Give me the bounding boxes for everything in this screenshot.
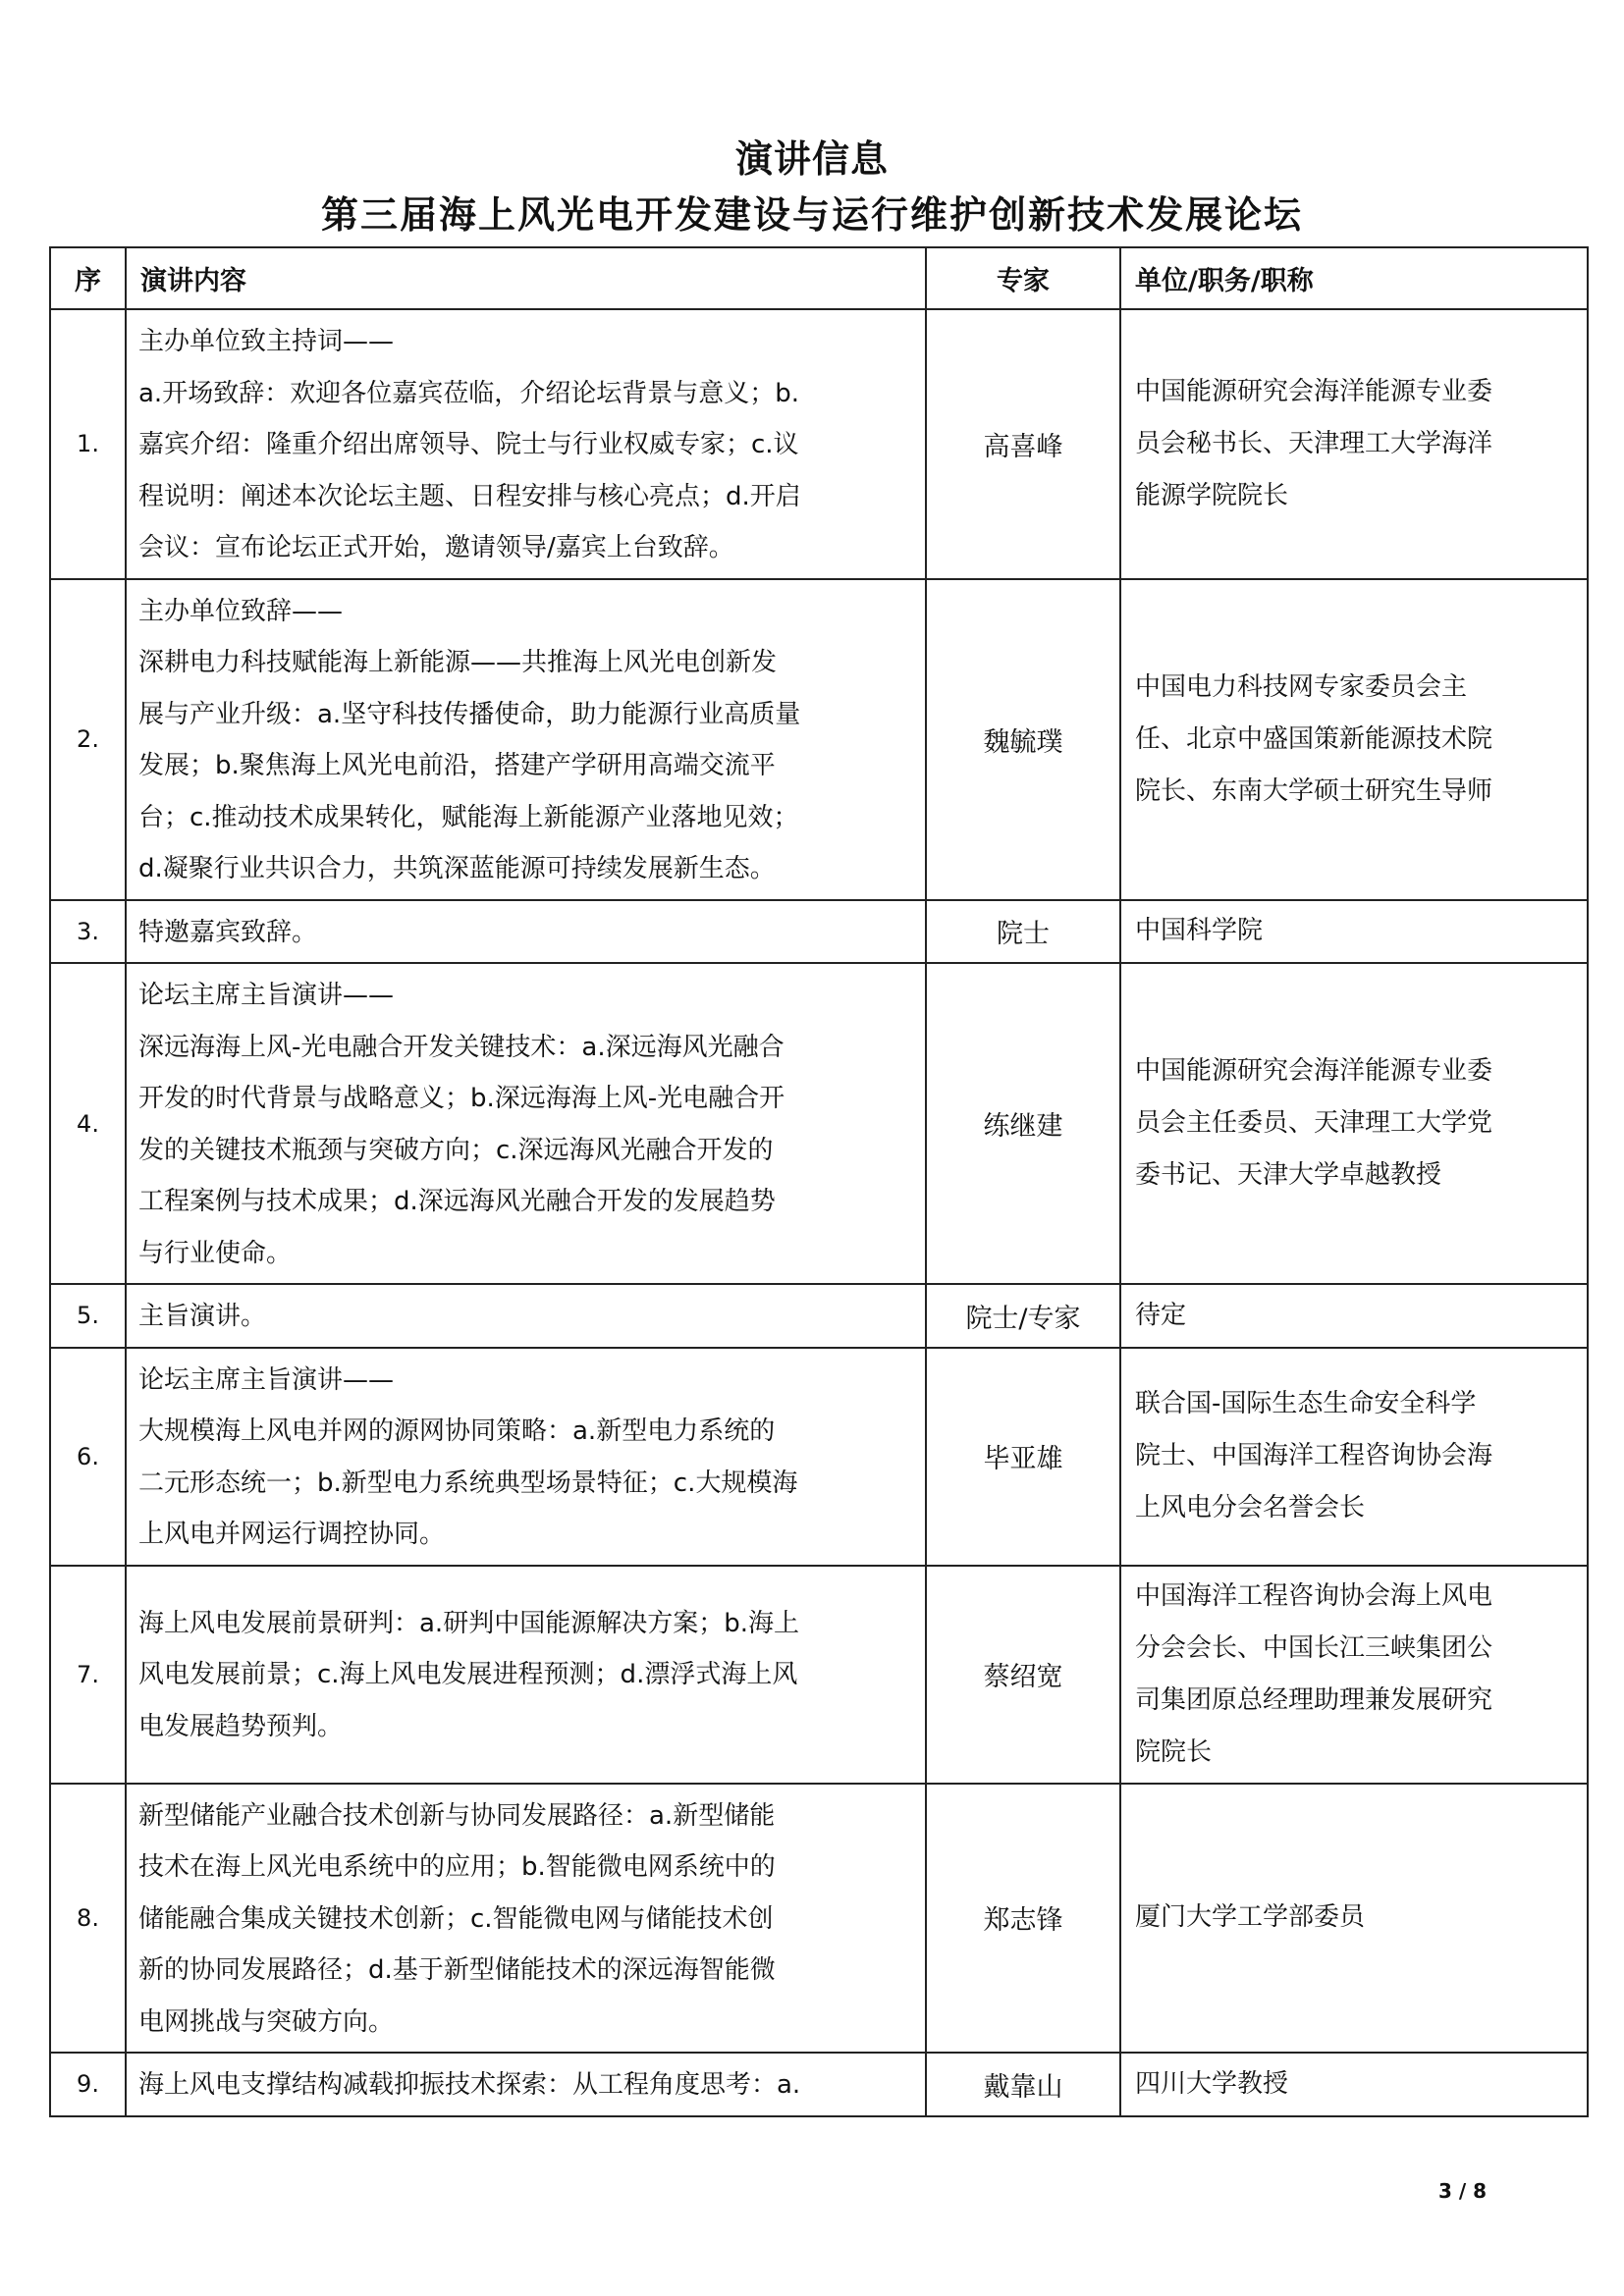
header-no: 序 (50, 247, 126, 309)
org-line: 能源学院院长 (1135, 480, 1289, 510)
org-line: 院长、东南大学硕士研究生导师 (1135, 775, 1493, 806)
table-row (50, 2053, 1588, 2116)
org-line: 厦门大学工学部委员 (1135, 1902, 1366, 1933)
content-line: 风电发展前景；c.海上风电发展进程预测；d.漂浮式海上风 (138, 1660, 798, 1690)
talk-content (126, 963, 926, 1284)
content-line: 新的协同发展路径；d.基于新型储能技术的深远海智能微 (138, 1955, 776, 1985)
header-expert: 专家 (926, 247, 1120, 309)
expert-name: 魏毓璞 (926, 579, 1120, 900)
org-line: 待定 (1135, 1300, 1187, 1330)
row-number: 7. (50, 1566, 126, 1784)
content-line: 上风电并网运行调控协同。 (138, 1520, 446, 1549)
content-line: 开发的时代背景与战略意义；b.深远海海上风-光电融合开 (138, 1084, 785, 1113)
expert-affiliation (1120, 309, 1588, 579)
content-line: 嘉宾介绍：隆重介绍出席领导、院士与行业权威专家；c.议 (138, 430, 799, 459)
content-line: 大规模海上风电并网的源网协同策略：a.新型电力系统的 (138, 1416, 776, 1446)
expert-affiliation (1120, 1784, 1588, 2054)
expert-affiliation (1120, 1566, 1588, 1784)
talk-content (126, 1566, 926, 1784)
expert-name: 郑志锋 (926, 1784, 1120, 2054)
expert-affiliation (1120, 579, 1588, 900)
expert-name: 高喜峰 (926, 309, 1120, 579)
table-row (50, 309, 1588, 579)
table-row (50, 1348, 1588, 1566)
table-row (50, 1566, 1588, 1784)
expert-affiliation (1120, 1284, 1588, 1348)
content-line: 主办单位致辞—— (138, 596, 344, 626)
org-line: 分会会长、中国长江三峡集团公 (1135, 1632, 1493, 1663)
expert-name: 院士/专家 (926, 1284, 1120, 1348)
row-number: 9. (50, 2053, 126, 2116)
content-line: 主旨演讲。 (138, 1302, 267, 1331)
header-content: 演讲内容 (126, 247, 926, 309)
org-line: 员会秘书长、天津理工大学海洋 (1135, 428, 1493, 458)
expert-affiliation (1120, 2053, 1588, 2116)
org-line: 委书记、天津大学卓越教授 (1135, 1160, 1442, 1190)
org-line: 中国能源研究会海洋能源专业委 (1135, 376, 1493, 406)
forum-title: 第三届海上风光电开发建设与运行维护创新技术发展论坛 (320, 193, 1303, 237)
expert-name: 院士 (926, 900, 1120, 964)
program-table (49, 246, 1589, 2117)
content-line: 海上风电支撑结构减载抑振技术探索：从工程角度思考：a. (138, 2070, 801, 2100)
content-line: 储能融合集成关键技术创新；c.智能微电网与储能技术创 (138, 1903, 774, 1934)
expert-name: 蔡绍宽 (926, 1566, 1120, 1784)
expert-name: 练继建 (926, 963, 1120, 1284)
org-line: 任、北京中盛国策新能源技术院 (1135, 723, 1493, 754)
talk-content (126, 2053, 926, 2116)
row-number: 1. (50, 309, 126, 579)
org-line: 中国海洋工程咨询协会海上风电 (1135, 1580, 1493, 1611)
row-number: 6. (50, 1348, 126, 1566)
content-line: 会议：宣布论坛正式开始，邀请领导/嘉宾上台致辞。 (138, 533, 734, 562)
table-row (50, 963, 1588, 1284)
content-line: 深远海海上风-光电融合开发关键技术：a.深远海风光融合 (138, 1032, 785, 1062)
expert-affiliation (1120, 1348, 1588, 1566)
org-line: 联合国-国际生态生命安全科学 (1135, 1389, 1477, 1418)
content-line: 论坛主席主旨演讲—— (138, 981, 395, 1010)
expert-name: 毕亚雄 (926, 1348, 1120, 1566)
content-line: d.凝聚行业共识合力，共筑深蓝能源可持续发展新生态。 (138, 854, 776, 883)
content-line: 与行业使命。 (138, 1238, 293, 1268)
content-line: 发展；b.聚焦海上风光电前沿，搭建产学研用高端交流平 (138, 751, 776, 780)
content-line: 深耕电力科技赋能海上新能源——共推海上风光电创新发 (138, 648, 778, 677)
talk-content (126, 579, 926, 900)
table-row (50, 1784, 1588, 2054)
content-line: 工程案例与技术成果；d.深远海风光融合开发的发展趋势 (138, 1187, 776, 1216)
org-line: 中国能源研究会海洋能源专业委 (1135, 1056, 1493, 1086)
content-line: 程说明：阐述本次论坛主题、日程安排与核心亮点；d.开启 (138, 481, 801, 511)
content-line: 电发展趋势预判。 (138, 1711, 344, 1741)
page-number: 3 / 8 (1437, 2179, 1487, 2203)
org-line: 中国科学院 (1135, 916, 1264, 946)
talk-content (126, 900, 926, 964)
content-line: 台；c.推动技术成果转化，赋能海上新能源产业落地见效； (138, 802, 799, 832)
org-line: 四川大学教授 (1135, 2068, 1289, 2099)
content-line: 特邀嘉宾致辞。 (138, 917, 318, 947)
talk-content (126, 309, 926, 579)
org-line: 院士、中国海洋工程咨询协会海 (1135, 1441, 1493, 1470)
expert-affiliation (1120, 900, 1588, 964)
row-number: 5. (50, 1284, 126, 1348)
talk-content (126, 1284, 926, 1348)
content-line: 主办单位致主持词—— (138, 327, 395, 356)
content-line: 二元形态统一；b.新型电力系统典型场景特征；c.大规模海 (138, 1468, 798, 1498)
row-number: 8. (50, 1784, 126, 2054)
content-line: 发的关键技术瓶颈与突破方向；c.深远海风光融合开发的 (138, 1135, 774, 1165)
org-line: 院院长 (1135, 1736, 1213, 1767)
table-row (50, 1284, 1588, 1348)
content-line: 论坛主席主旨演讲—— (138, 1364, 395, 1395)
org-line: 司集团原总经理助理兼发展研究 (1135, 1684, 1493, 1715)
table-row (50, 579, 1588, 900)
org-line: 员会主任委员、天津理工大学党 (1135, 1108, 1493, 1138)
expert-name: 戴靠山 (926, 2053, 1120, 2116)
content-line: a.开场致辞：欢迎各位嘉宾莅临，介绍论坛背景与意义；b. (138, 378, 799, 408)
row-number: 2. (50, 579, 126, 900)
content-line: 展与产业升级：a.坚守科技传播使命，助力能源行业高质量 (138, 699, 801, 729)
expert-affiliation (1120, 963, 1588, 1284)
org-line: 上风电分会名誉会长 (1135, 1493, 1366, 1522)
talk-content (126, 1784, 926, 2054)
document-title: 演讲信息 (734, 137, 889, 181)
content-line: 海上风电发展前景研判：a.研判中国能源解决方案；b.海上 (138, 1608, 799, 1638)
header-org: 单位/职务/职称 (1120, 247, 1588, 309)
table-header-row (50, 247, 1588, 309)
talk-content (126, 1348, 926, 1566)
row-number: 4. (50, 963, 126, 1284)
content-line: 电网挑战与突破方向。 (138, 2006, 395, 2037)
row-number: 3. (50, 900, 126, 964)
content-line: 技术在海上风光电系统中的应用；b.智能微电网系统中的 (138, 1852, 776, 1882)
org-line: 中国电力科技网专家委员会主 (1135, 671, 1468, 702)
table-row (50, 900, 1588, 964)
content-line: 新型储能产业融合技术创新与协同发展路径：a.新型储能 (138, 1800, 776, 1831)
